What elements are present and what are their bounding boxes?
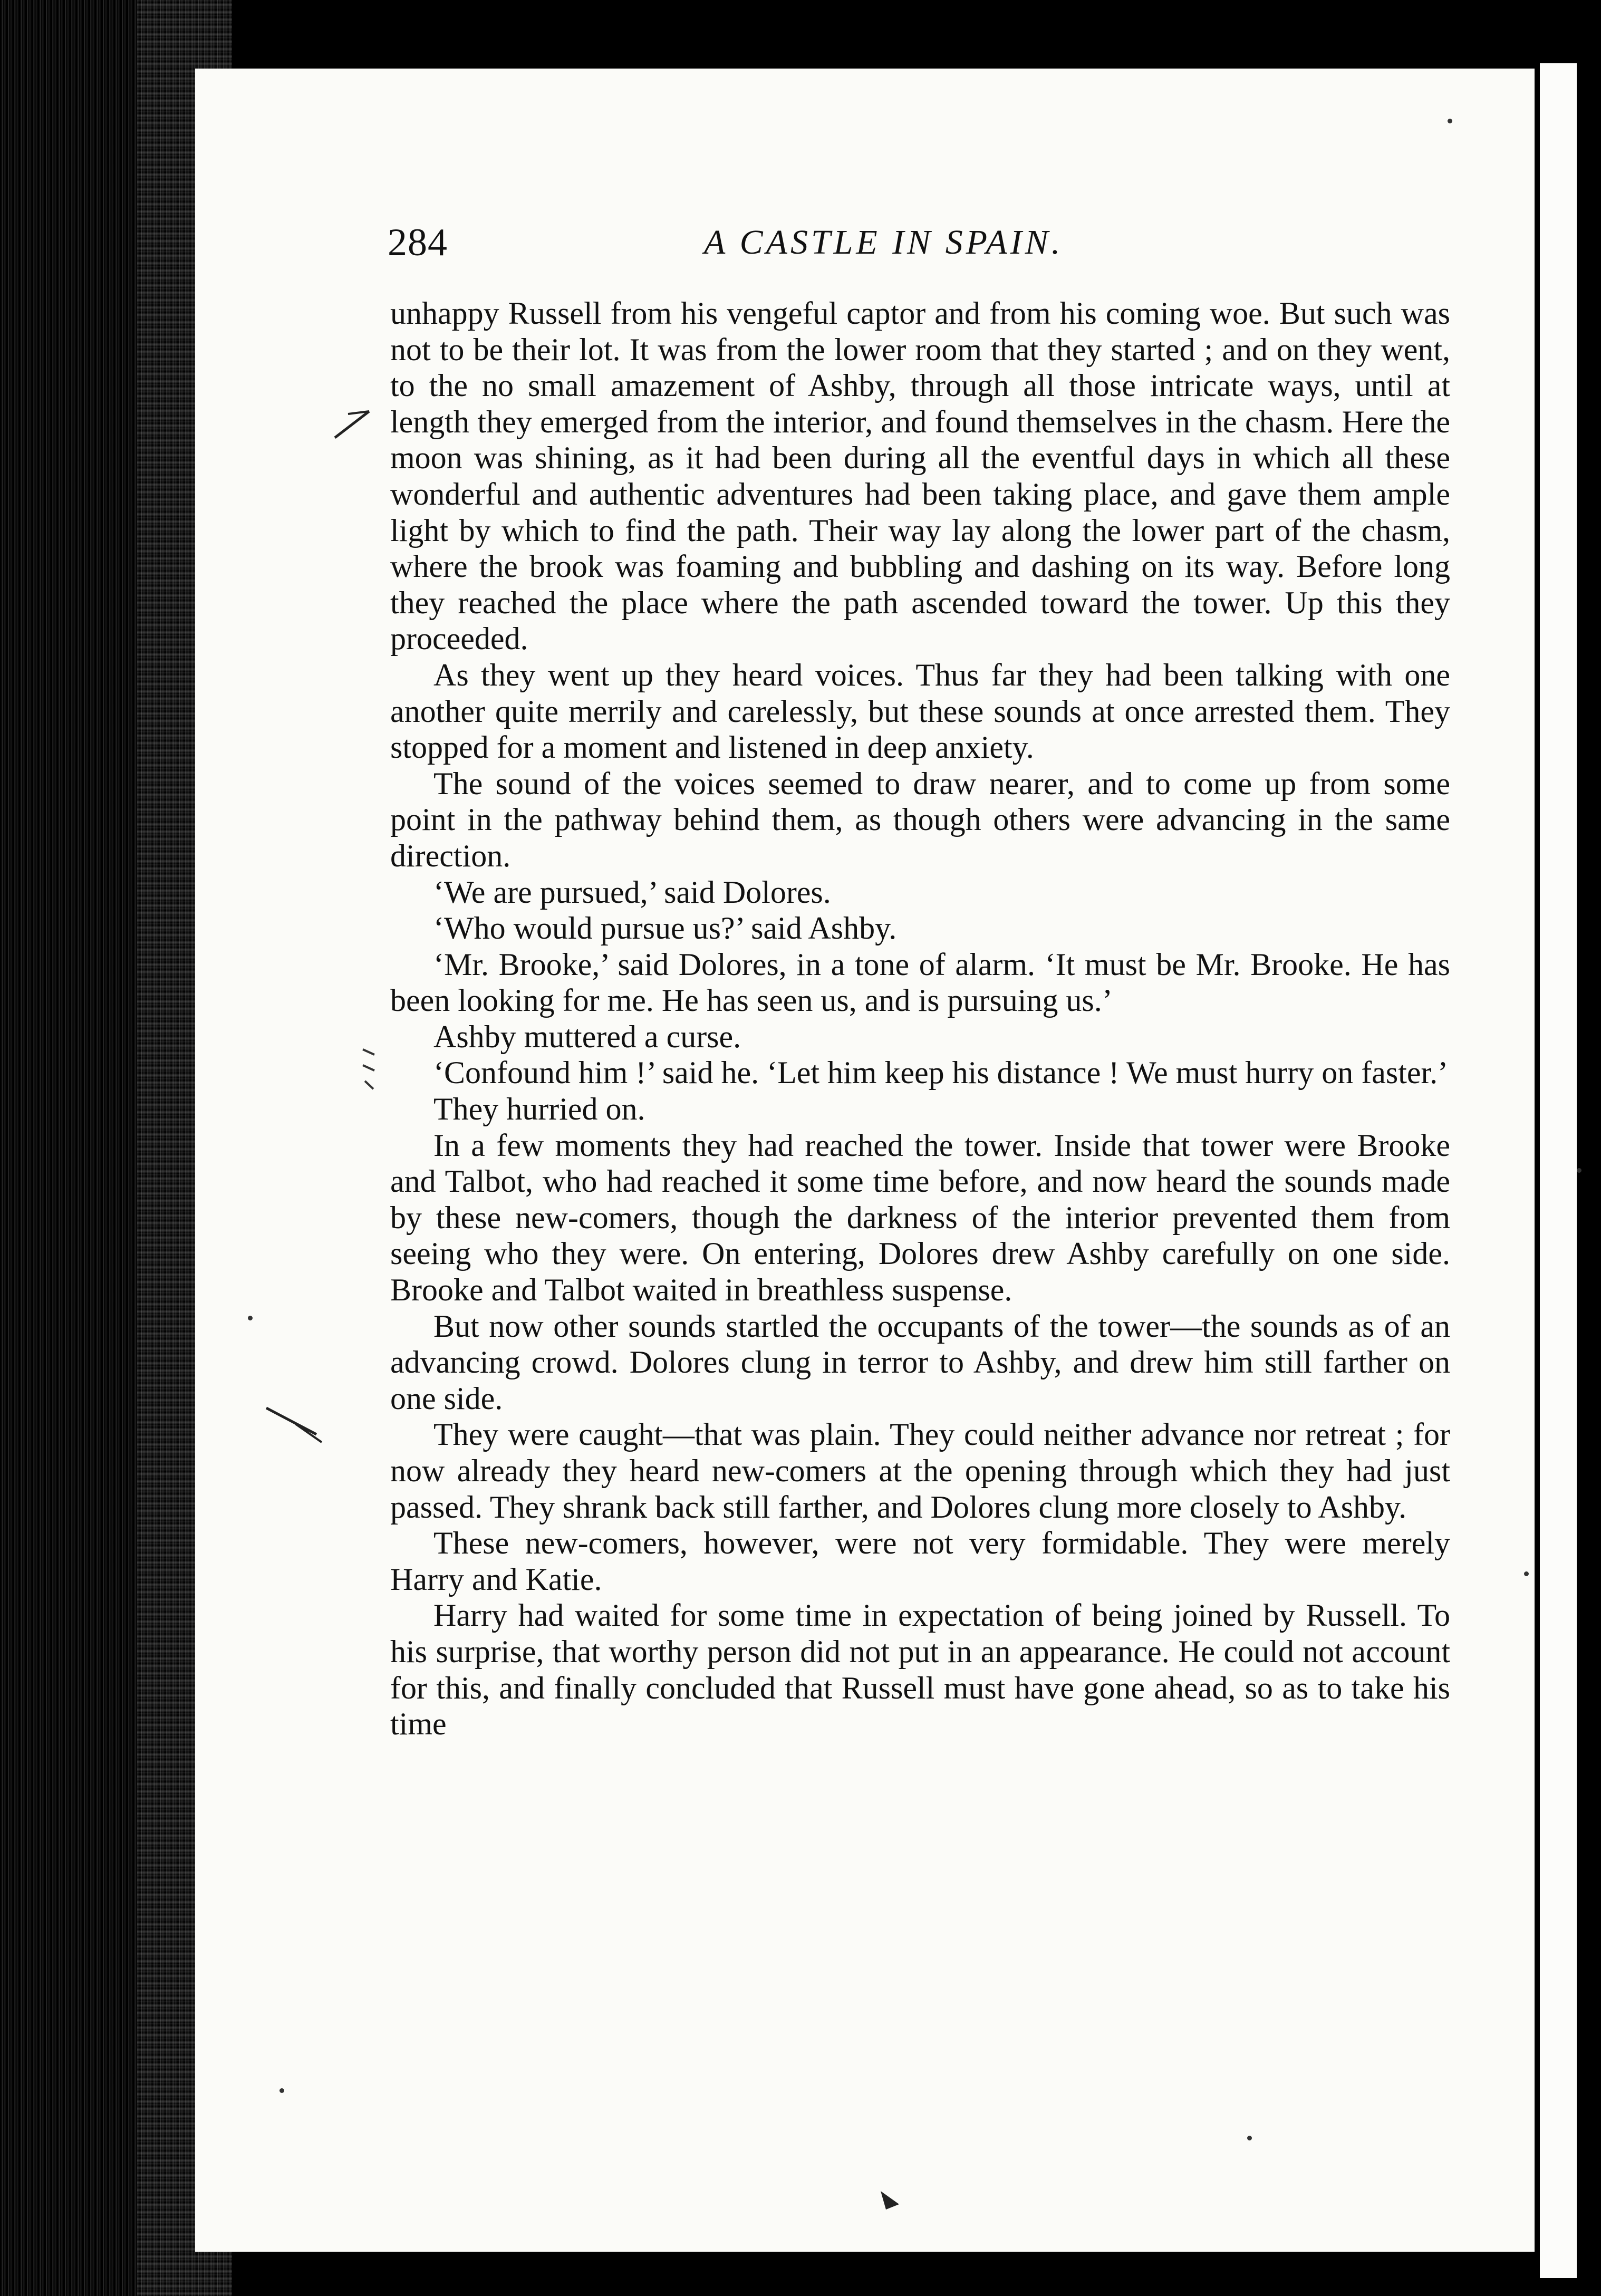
paragraph-continuation: unhappy Russell from his vengeful captor and from his coming woe. But such was not to be their lot. It was from the lower room that they started ; and on they went, to the no small amazement of Ashby, through all those intricate ways, until at length they emerged from the interior, and found themselves in the chasm. Here the moon was shining, as it had been during all the eventful days in which all these wonderful and authentic adventures had been taking place, and gave them ample light by which to find the path. Their way lay along the lower part of the chasm, where the brook was foaming and bubbling and dashing on its way. Before long they reached the place where the path ascended toward the tower. Up this they proceeded. (390, 296, 1450, 657)
paragraph: These new-comers, however, were not very formidable. They were merely Harry and Katie. (390, 1526, 1450, 1597)
paragraph: ‘Mr. Brooke,’ said Dolores, in a tone of alarm. ‘It must be Mr. Brooke. He has been looking for me. He has seen us, and is pursuing us.’ (390, 947, 1450, 1018)
page-number: 284 (388, 221, 448, 264)
margin-pencil-mark (359, 1044, 380, 1092)
paragraph: ‘We are pursued,’ said Dolores. (433, 874, 831, 910)
margin-pencil-mark (264, 1403, 327, 1445)
page-margin-right (1540, 63, 1577, 2278)
paragraph: As they went up they heard voices. Thus far they had been talking with one another quite merrily and carelessly, but these sounds at once arrested them. They stopped for a moment and listened in deep anxiety. (390, 657, 1450, 765)
margin-pencil-mark (332, 406, 374, 443)
stray-dot (1247, 2136, 1252, 2140)
body-text (390, 295, 1450, 1742)
stray-dot (279, 2088, 284, 2093)
stray-dot (248, 1316, 253, 1320)
paragraph: They hurried on. (433, 1092, 645, 1127)
paragraph: In a few moments they had reached the tower. Inside that tower were Brooke and Talbot, who had reached it some time before, and now heard the sounds made by these new-comers, though the darkness of the interior prevented them from seeing who they were. On entering, Dolores drew Ashby carefully on one side. Brooke and Talbot waited in breathless suspense. (390, 1127, 1450, 1308)
paragraph: The sound of the voices seemed to draw nearer, and to come up from some point in the pathway behind them, as though others were advancing in the same direction. (390, 766, 1450, 873)
paragraph: Ashby muttered a curse. (433, 1019, 741, 1054)
stray-dot (1524, 1571, 1529, 1576)
paragraph: But now other sounds startled the occupants of the tower—the sounds as of an advancing crowd. Dolores clung in terror to Ashby, and drew him still farther on one side. (390, 1308, 1450, 1416)
running-head (388, 214, 1136, 272)
book-title: A CASTLE IN SPAIN. (704, 223, 1064, 262)
paragraph: They were caught—that was plain. They could neither advance nor retreat ; for now already they heard new-comers at the opening through which they had just passed. They shrank back still farther, and Dolores clung more closely to Ashby. (390, 1417, 1450, 1525)
stray-dot (1448, 119, 1452, 123)
paragraph: Harry had waited for some time in expectation of being joined by Russell. To his surprise, that worthy person did not put in an appearance. He could not account for this, and finally concluded that Russell must have gone ahead, so as to take his time (390, 1598, 1450, 1742)
paragraph: ‘Who would pursue us?’ said Ashby. (433, 911, 897, 946)
scan-right-edge (1577, 0, 1601, 2296)
margin-pencil-mark (875, 2188, 907, 2215)
paragraph: ‘Confound him !’ said he. ‘Let him keep his distance ! We must hurry on faster.’ (433, 1055, 1449, 1091)
stray-dot (1577, 1168, 1581, 1173)
